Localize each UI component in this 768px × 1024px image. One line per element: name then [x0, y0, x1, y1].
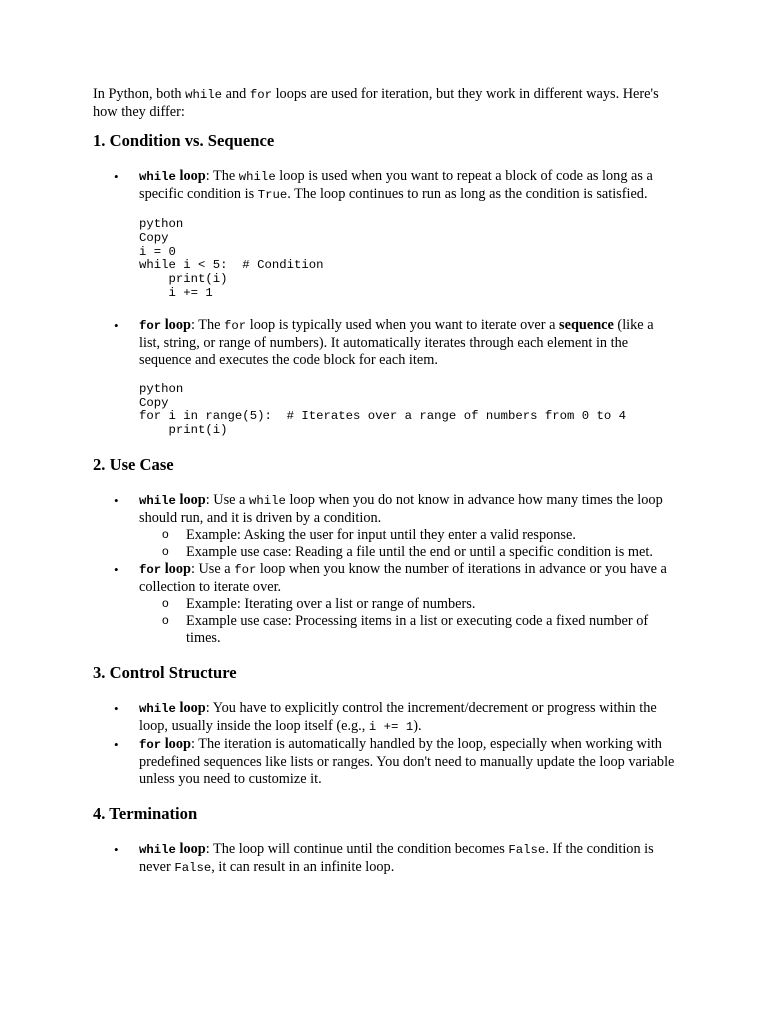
- item-text: : The iteration is automatically handled by the loop, especially when working with predefined sequences like lists or ranges. You don't need to manually update the loop variable unless you need to customize it.: [139, 735, 675, 787]
- item-text: loop is used when you want to repeat a block of code as long as a specific condition is: [139, 168, 653, 202]
- intro-text: loops are used for iteration, but they work in different ways. Here's how they differ:: [93, 86, 659, 120]
- code-block: python Copy i = 0 while i < 5: # Condition print(i) i += 1: [139, 217, 324, 300]
- list-item: [93, 700, 678, 736]
- term-code: while: [139, 701, 176, 716]
- bullet-list: [93, 700, 678, 788]
- bullet-icon: •: [114, 317, 119, 333]
- bullet-icon: •: [114, 169, 119, 184]
- term-suffix: loop: [175, 699, 206, 716]
- list-item: [93, 317, 678, 438]
- bullet-list: [93, 492, 678, 647]
- bullet-icon: •: [114, 736, 119, 752]
- sub-list-item: [139, 613, 678, 647]
- item-text: loop is typically used when you want to iterate over a: [246, 316, 560, 333]
- intro-text: In Python, both: [93, 86, 186, 102]
- inline-code: i += 1: [368, 719, 414, 734]
- item-text: loop when you know the number of iterations in advance or you have a collection to iterate over.: [139, 560, 667, 595]
- bullet-list: [93, 168, 678, 438]
- list-item: [93, 736, 678, 788]
- term-label: [139, 561, 191, 577]
- item-text: : The: [205, 168, 239, 184]
- list-item: [93, 561, 678, 647]
- sub-list-item: [139, 544, 678, 561]
- inline-code: while: [238, 170, 276, 184]
- bullet-icon: •: [114, 561, 119, 577]
- term-label: [139, 492, 206, 508]
- term-label: [139, 168, 206, 184]
- term-code: while: [139, 842, 176, 857]
- section-heading: 4. Termination: [93, 803, 198, 823]
- item-text: : You have to explicitly control the increment/decrement or progress within the loop, usually inside the loop itself (e.g.,: [139, 699, 657, 734]
- list-item: [93, 841, 678, 877]
- sub-list-item: [139, 527, 678, 544]
- circle-bullet-icon: o: [162, 543, 169, 558]
- term-label: [139, 700, 206, 716]
- term-label: [139, 841, 206, 857]
- item-text: ).: [413, 717, 422, 734]
- bullet-icon: •: [114, 492, 119, 508]
- circle-bullet-icon: o: [162, 612, 169, 627]
- term-suffix: loop: [161, 735, 191, 752]
- item-text: (like a list, string, or range of numbers). It automatically iterates through each element in the sequence and executes the code block for each item.: [139, 316, 654, 368]
- inline-code: False: [174, 860, 212, 875]
- term-suffix: loop: [175, 840, 206, 857]
- sub-item-text: Example use case: Processing items in a list or executing code a fixed number of times.: [186, 612, 649, 646]
- item-text: , it can result in an infinite loop.: [211, 858, 395, 875]
- section-heading: 1. Condition vs. Sequence: [93, 131, 275, 150]
- term-code: while: [139, 493, 176, 508]
- term-label: [139, 317, 191, 333]
- section-heading: 3. Control Structure: [93, 662, 237, 682]
- term-code: for: [139, 737, 162, 752]
- sub-item-text: Example use case: Reading a file until the end or until a specific condition is met.: [186, 543, 653, 560]
- circle-bullet-icon: o: [162, 526, 169, 541]
- inline-code: for: [234, 562, 257, 577]
- inline-code: while: [185, 88, 223, 102]
- inline-code: for: [249, 88, 272, 102]
- bullet-list: [93, 841, 678, 877]
- term-suffix: loop: [175, 168, 206, 184]
- inline-code: False: [508, 842, 546, 857]
- term-suffix: loop: [175, 491, 206, 508]
- bullet-icon: •: [114, 841, 119, 857]
- circle-bullet-icon: o: [162, 595, 169, 610]
- term-code: for: [139, 318, 162, 333]
- list-item: [93, 492, 678, 561]
- inline-code: True: [257, 188, 288, 202]
- sub-list-item: [139, 596, 678, 613]
- sub-item-text: Example: Asking the user for input until they enter a valid response.: [186, 526, 576, 543]
- code-block: python Copy for i in range(5): # Iterates over a range of numbers from 0 to 4 print(i): [139, 381, 627, 438]
- sub-list: [139, 527, 678, 561]
- term-suffix: loop: [161, 560, 191, 577]
- item-text: : The: [190, 316, 225, 333]
- section-heading: 2. Use Case: [93, 454, 174, 474]
- sub-list: [139, 596, 678, 647]
- term-code: for: [139, 562, 162, 577]
- inline-code: for: [224, 318, 247, 333]
- term-label: [139, 736, 191, 752]
- bullet-icon: •: [114, 700, 119, 716]
- item-text: loop when you do not know in advance how many times the loop should run, and it is driven by a condition.: [139, 491, 663, 526]
- inline-code: while: [248, 493, 286, 508]
- term-code: while: [139, 170, 176, 184]
- item-text: : Use a: [190, 560, 235, 577]
- item-text: : The loop will continue until the condition becomes: [205, 840, 509, 857]
- term-suffix: loop: [161, 316, 191, 333]
- document-page: [93, 86, 678, 877]
- bold-text: sequence: [559, 316, 614, 333]
- item-text: : Use a: [205, 491, 249, 508]
- intro-text: and: [222, 86, 250, 102]
- item-text: . The loop continues to run as long as the condition is satisfied.: [287, 186, 648, 202]
- sub-item-text: Example: Iterating over a list or range of numbers.: [186, 595, 476, 612]
- item-text: . If the condition is never: [139, 840, 654, 875]
- list-item: [93, 168, 678, 301]
- intro-paragraph: [93, 86, 678, 121]
